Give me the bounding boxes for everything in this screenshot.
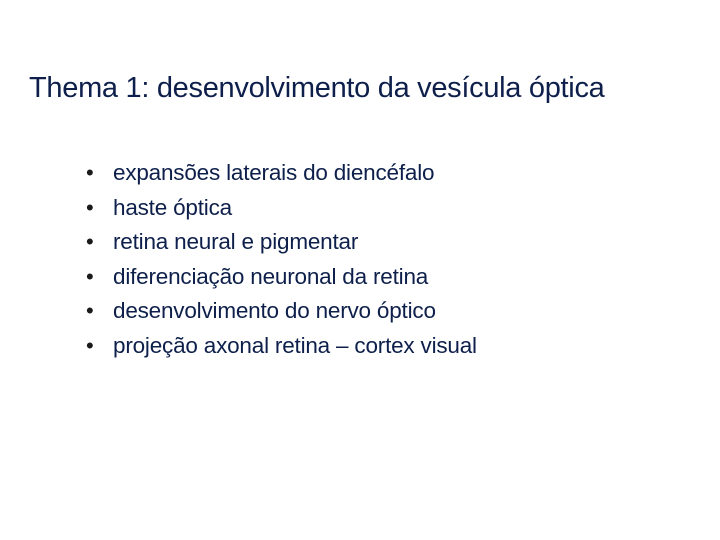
bullet-icon: • — [86, 332, 94, 358]
bullet-icon: • — [86, 229, 94, 255]
list-item-text: haste óptica — [113, 194, 232, 220]
bullet-icon: • — [86, 263, 94, 289]
bullet-icon: • — [86, 194, 94, 220]
list-item — [86, 225, 477, 260]
bullet-list — [86, 156, 477, 363]
slide-title: Thema 1: desenvolvimento da vesícula óptica — [29, 72, 605, 104]
list-item — [86, 156, 477, 191]
list-item-text: expansões laterais do diencéfalo — [113, 160, 435, 186]
list-item-text: retina neural e pigmentar — [113, 229, 359, 255]
list-item — [86, 329, 477, 364]
list-item — [86, 260, 477, 295]
list-item — [86, 294, 477, 329]
bullet-icon: • — [86, 298, 94, 324]
list-item-text: projeção axonal retina – cortex visual — [113, 332, 477, 358]
list-item-text: diferenciação neuronal da retina — [113, 263, 429, 289]
list-item-text: desenvolvimento do nervo óptico — [113, 298, 436, 324]
bullet-icon: • — [86, 160, 94, 186]
list-item — [86, 191, 477, 226]
